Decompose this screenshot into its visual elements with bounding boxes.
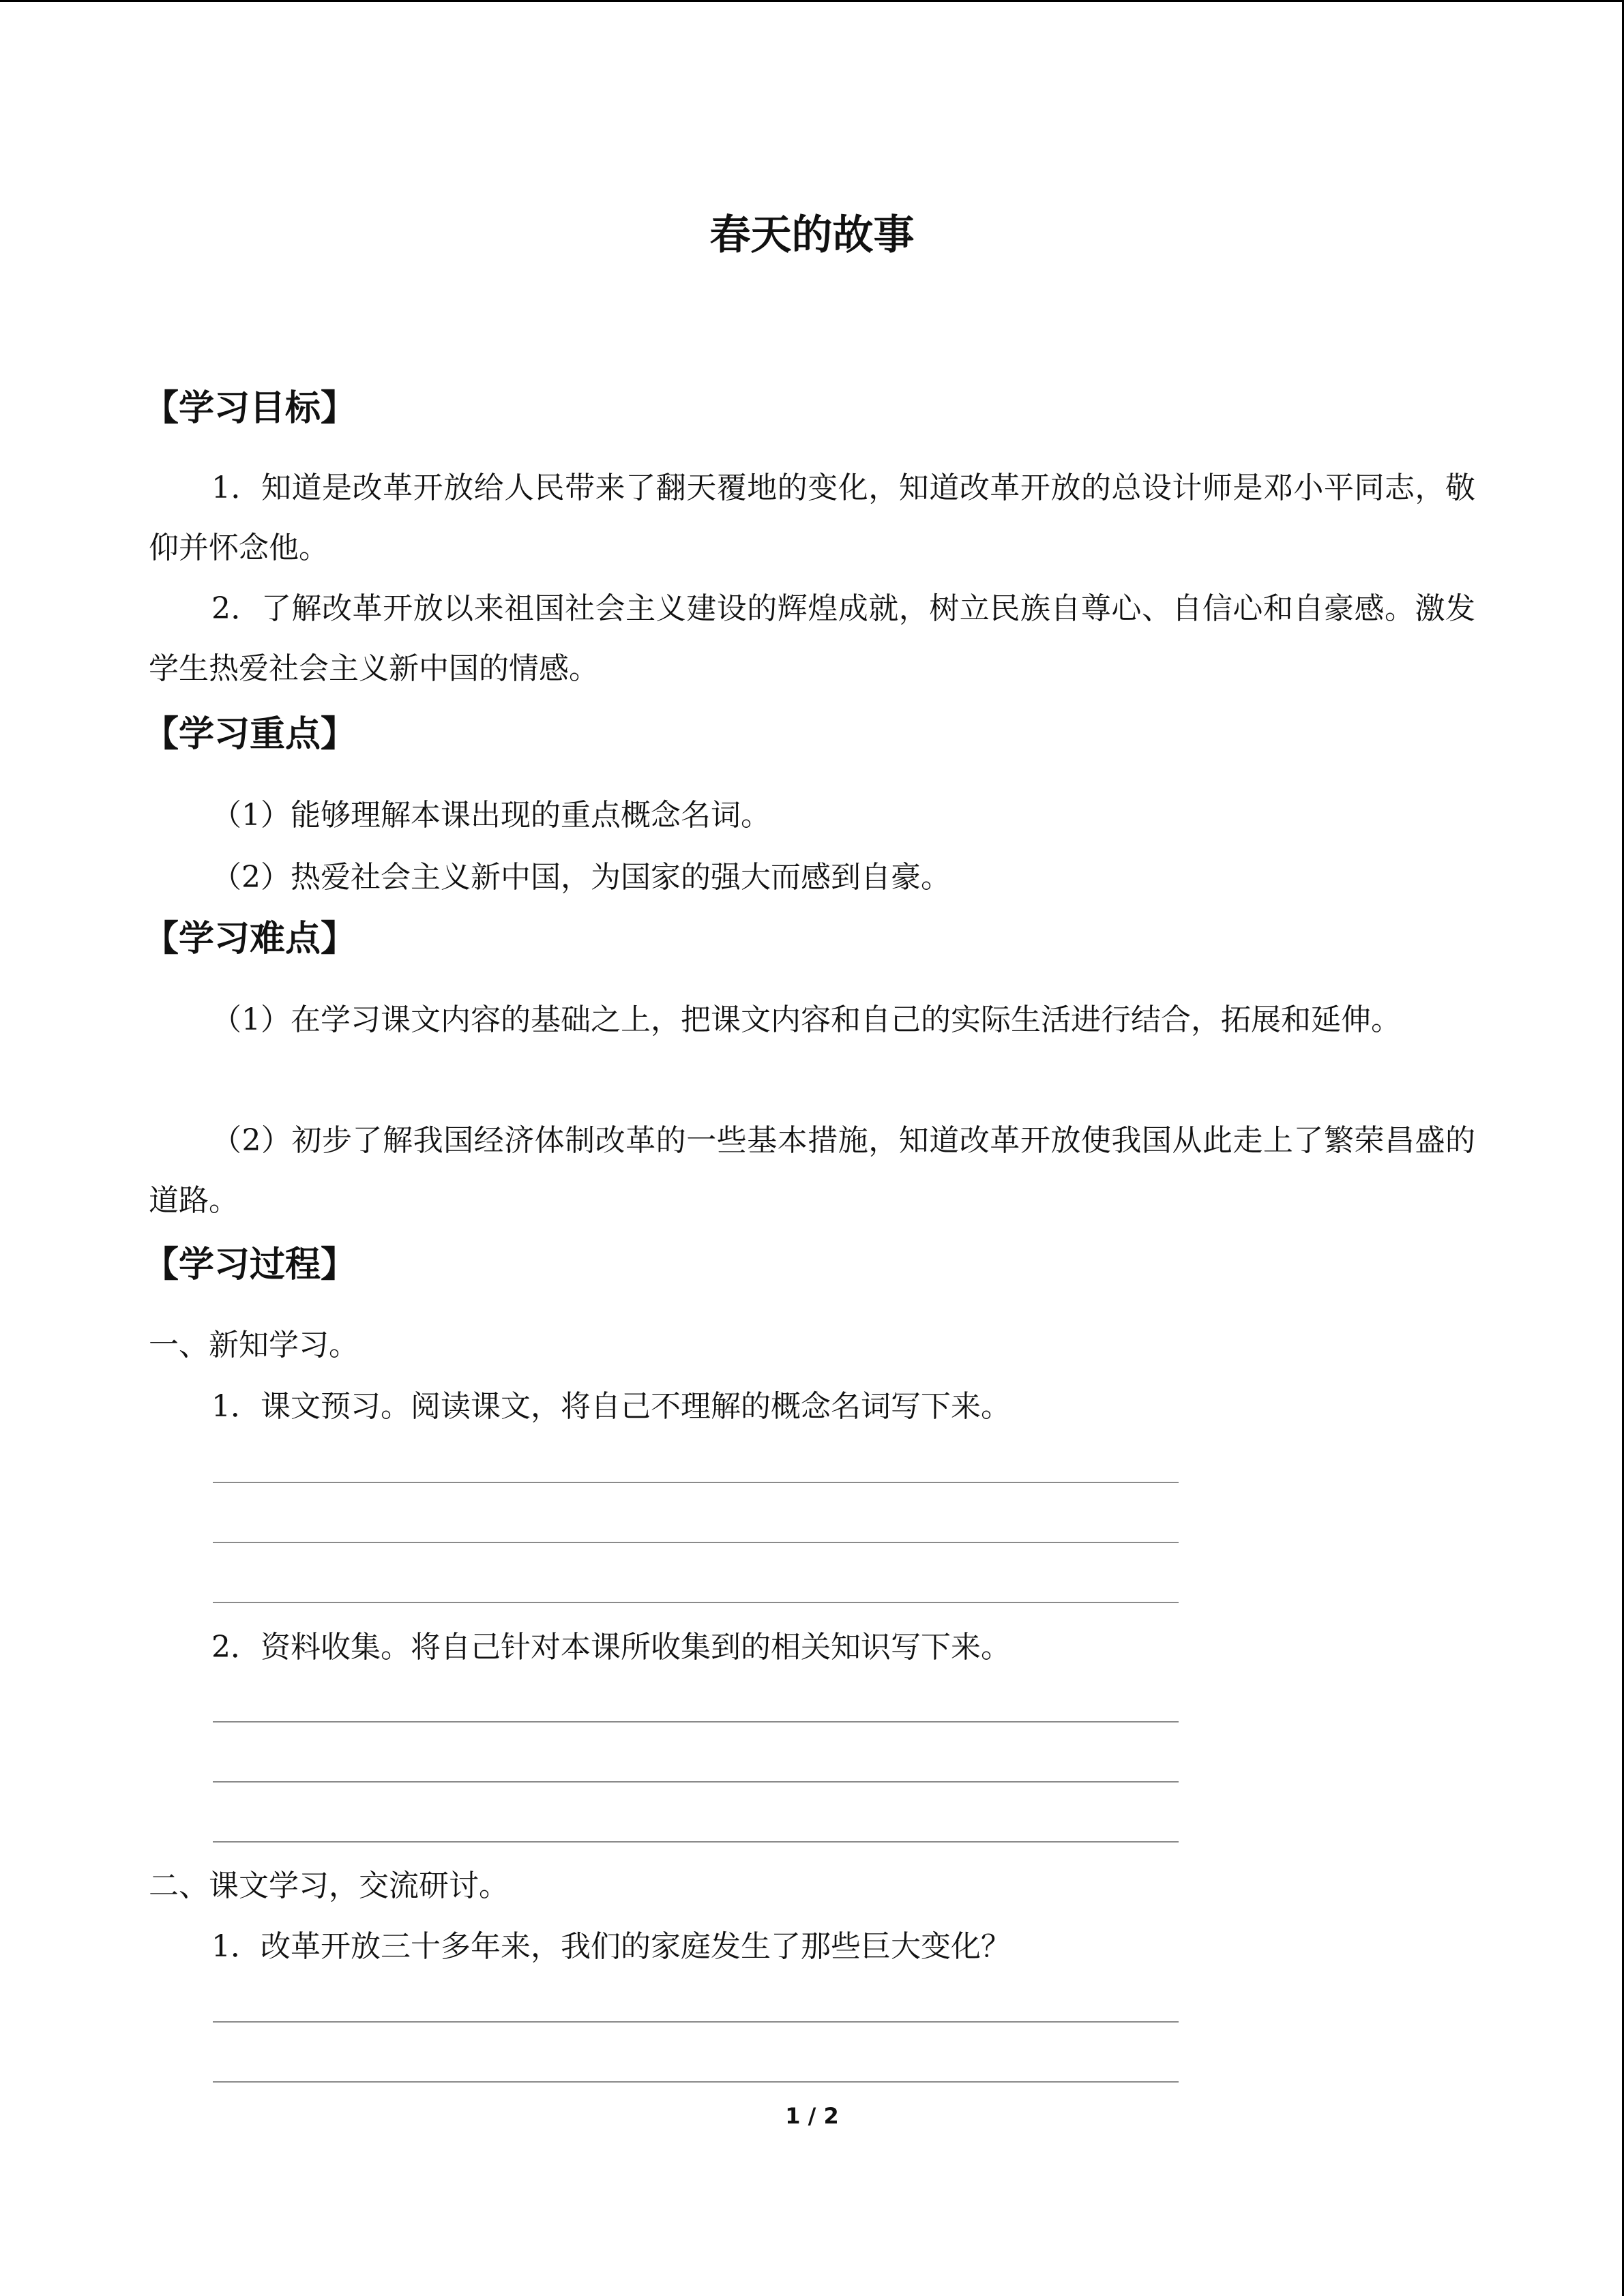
- answer-line[interactable]: [213, 2021, 1179, 2023]
- answer-line[interactable]: [213, 1602, 1179, 1603]
- page-number: 1 / 2: [785, 2103, 839, 2129]
- heading-process: 【学习过程】: [143, 1244, 357, 1285]
- heading-difficulties: 【学习难点】: [143, 919, 357, 959]
- goal-item-1: 1．知道是改革开放给人民带来了翻天覆地的变化，知道改革开放的总设计师是邓小平同志，敬仰并怀念他。: [149, 471, 1475, 565]
- part2-question-1: 1．改革开放三十多年来，我们的家庭发生了那些巨大变化？: [211, 1929, 1011, 1964]
- page-title: 春天的故事: [709, 211, 915, 259]
- key-point-item-1: （1）能够理解本课出现的重点概念名词。: [211, 798, 771, 833]
- answer-line[interactable]: [213, 1841, 1179, 1843]
- key-point-item-2: （2）热爱社会主义新中国，为国家的强大而感到自豪。: [211, 860, 951, 895]
- answer-line[interactable]: [213, 2081, 1179, 2083]
- heading-key-points: 【学习重点】: [143, 714, 357, 755]
- answer-line[interactable]: [213, 1542, 1179, 1543]
- page-border-top: [0, 0, 1624, 2]
- answer-line[interactable]: [213, 1781, 1179, 1783]
- difficulty-item-1: （1）在学习课文内容的基础之上，把课文内容和自己的实际生活进行结合，拓展和延伸。: [211, 1002, 1401, 1037]
- part1-question-2: 2．资料收集。将自己针对本课所收集到的相关知识写下来。: [211, 1630, 1011, 1665]
- answer-line[interactable]: [213, 1482, 1179, 1483]
- part1-title: 一、新知学习。: [149, 1328, 359, 1362]
- heading-learning-goals: 【学习目标】: [143, 388, 357, 429]
- goal-item-2: 2．了解改革开放以来祖国社会主义建设的辉煌成就，树立民族自尊心、自信心和自豪感。激发学生热爱社会主义新中国的情感。: [149, 591, 1475, 686]
- difficulty-item-2: （2）初步了解我国经济体制改革的一些基本措施，知道改革开放使我国从此走上了繁荣昌盛的道路。: [149, 1123, 1475, 1218]
- part2-title: 二、课文学习，交流研讨。: [149, 1868, 509, 1903]
- answer-line[interactable]: [213, 1721, 1179, 1723]
- part1-question-1: 1．课文预习。阅读课文，将自己不理解的概念名词写下来。: [211, 1389, 1011, 1424]
